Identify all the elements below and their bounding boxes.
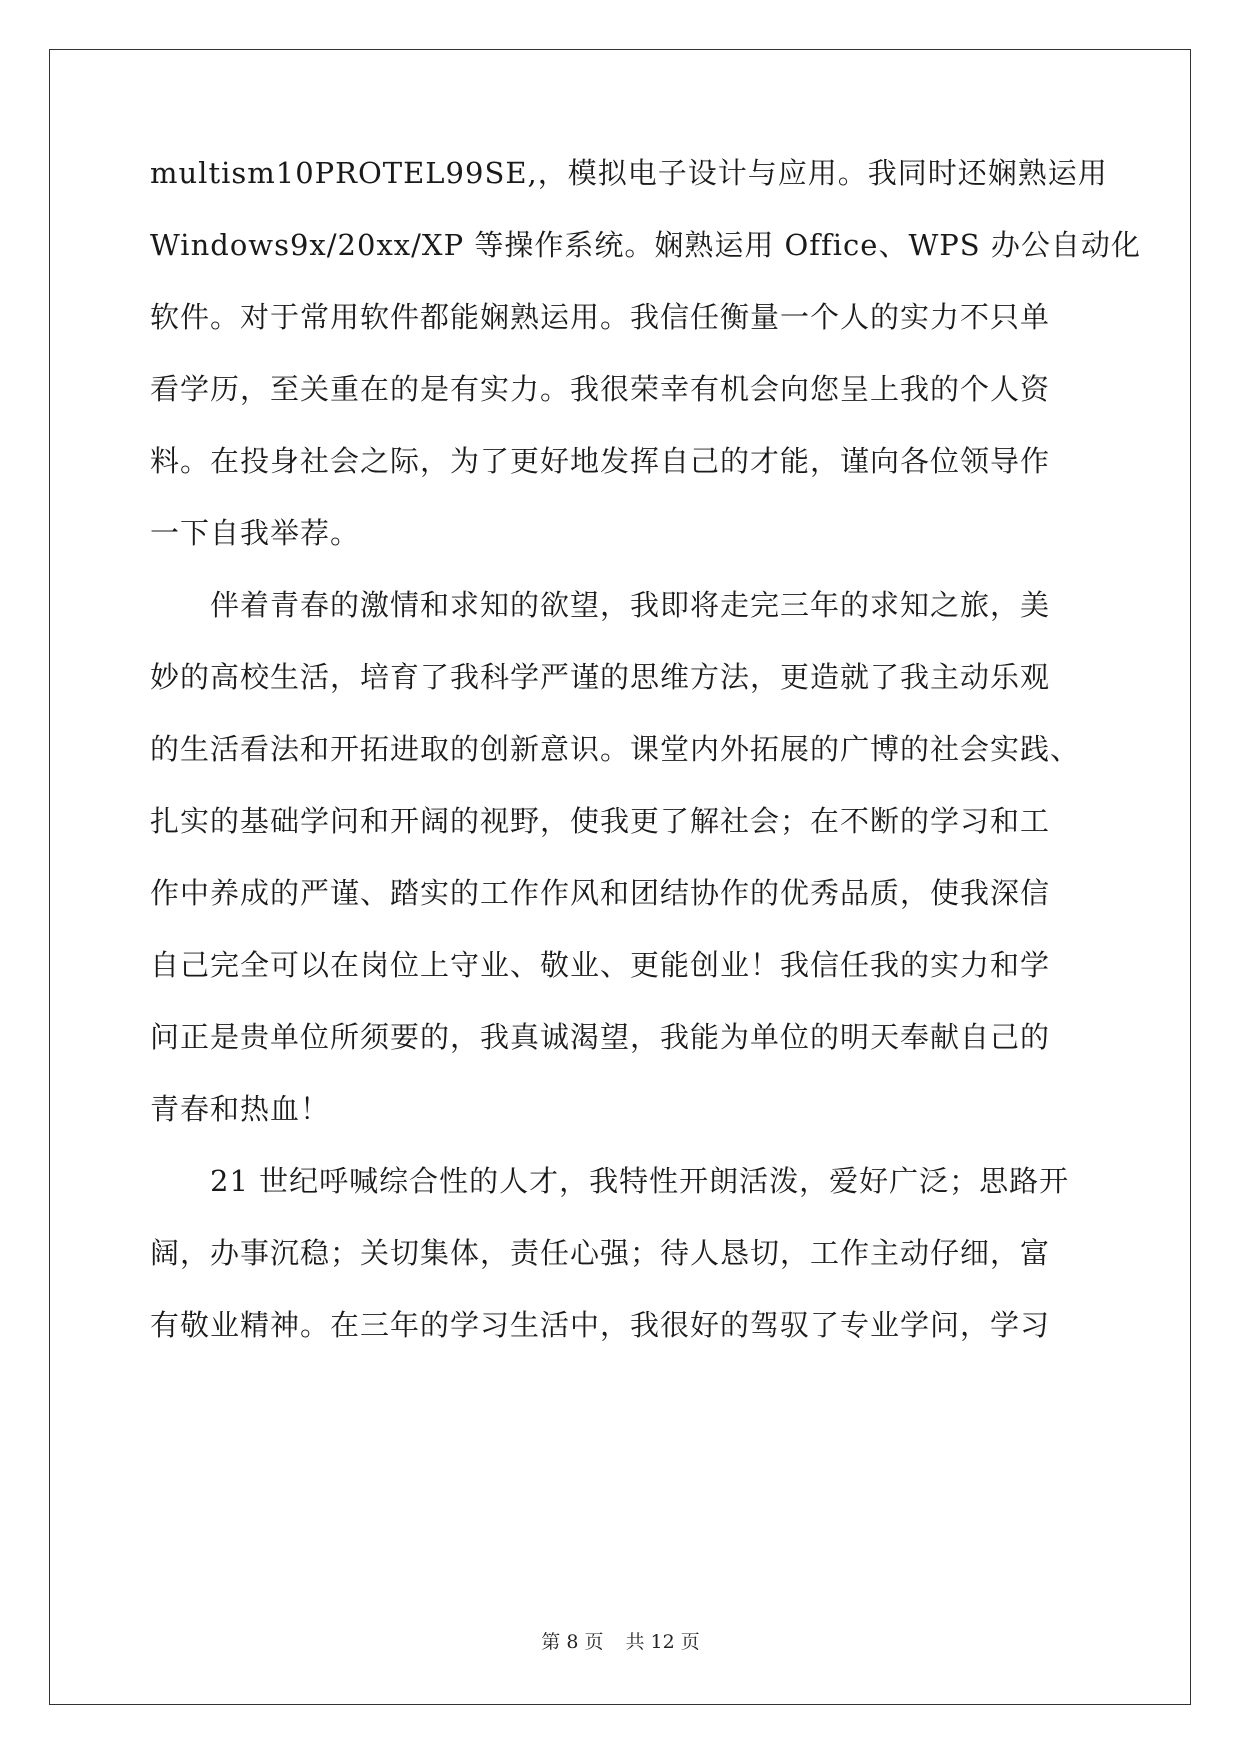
text-line: 看学历，至关重在的是有实力。我很荣幸有机会向您呈上我的个人资 (150, 372, 1051, 406)
text-line: 软件。对于常用软件都能娴熟运用。我信任衡量一个人的实力不只单 (150, 300, 1051, 334)
text-line: 阔，办事沉稳；关切集体，责任心强；待人恳切，工作主动仔细，富 (150, 1236, 1051, 1270)
page-number: 第 8 页 (541, 1631, 604, 1653)
text-line: 自己完全可以在岗位上守业、敬业、更能创业！我信任我的实力和学 (150, 948, 1051, 982)
text-line: 扎实的基础学问和开阔的视野，使我更了解社会；在不断的学习和工 (150, 804, 1051, 838)
text-line: Windows9x/20xx/XP 等操作系统。娴熟运用 Office、WPS 办公自动化 (150, 228, 1141, 262)
text-line: 妙的高校生活，培育了我科学严谨的思维方法，更造就了我主动乐观 (150, 660, 1051, 694)
text-line: 的生活看法和开拓进取的创新意识。课堂内外拓展的广博的社会实践、 (150, 732, 1081, 766)
page-footer (0, 1630, 1241, 1654)
text-line: 作中养成的严谨、踏实的工作作风和团结协作的优秀品质，使我深信 (150, 876, 1051, 910)
text-line: 料。在投身社会之际，为了更好地发挥自己的才能，谨向各位领导作 (150, 444, 1051, 478)
text-line: 有敬业精神。在三年的学习生活中，我很好的驾驭了专业学问，学习 (150, 1308, 1051, 1342)
text-line: 伴着青春的激情和求知的欲望，我即将走完三年的求知之旅，美 (150, 588, 1051, 622)
text-line: 一下自我举荐。 (150, 516, 361, 550)
text-line: 21 世纪呼喊综合性的人才，我特性开朗活泼，爱好广泛；思路开 (150, 1164, 1070, 1198)
text-line: multism10PROTEL99SE,，模拟电子设计与应用。我同时还娴熟运用 (150, 156, 1108, 190)
text-line: 青春和热血！ (150, 1092, 331, 1126)
page-total: 共 12 页 (625, 1631, 700, 1653)
text-line: 问正是贵单位所须要的，我真诚渴望，我能为单位的明天奉献自己的 (150, 1020, 1051, 1054)
